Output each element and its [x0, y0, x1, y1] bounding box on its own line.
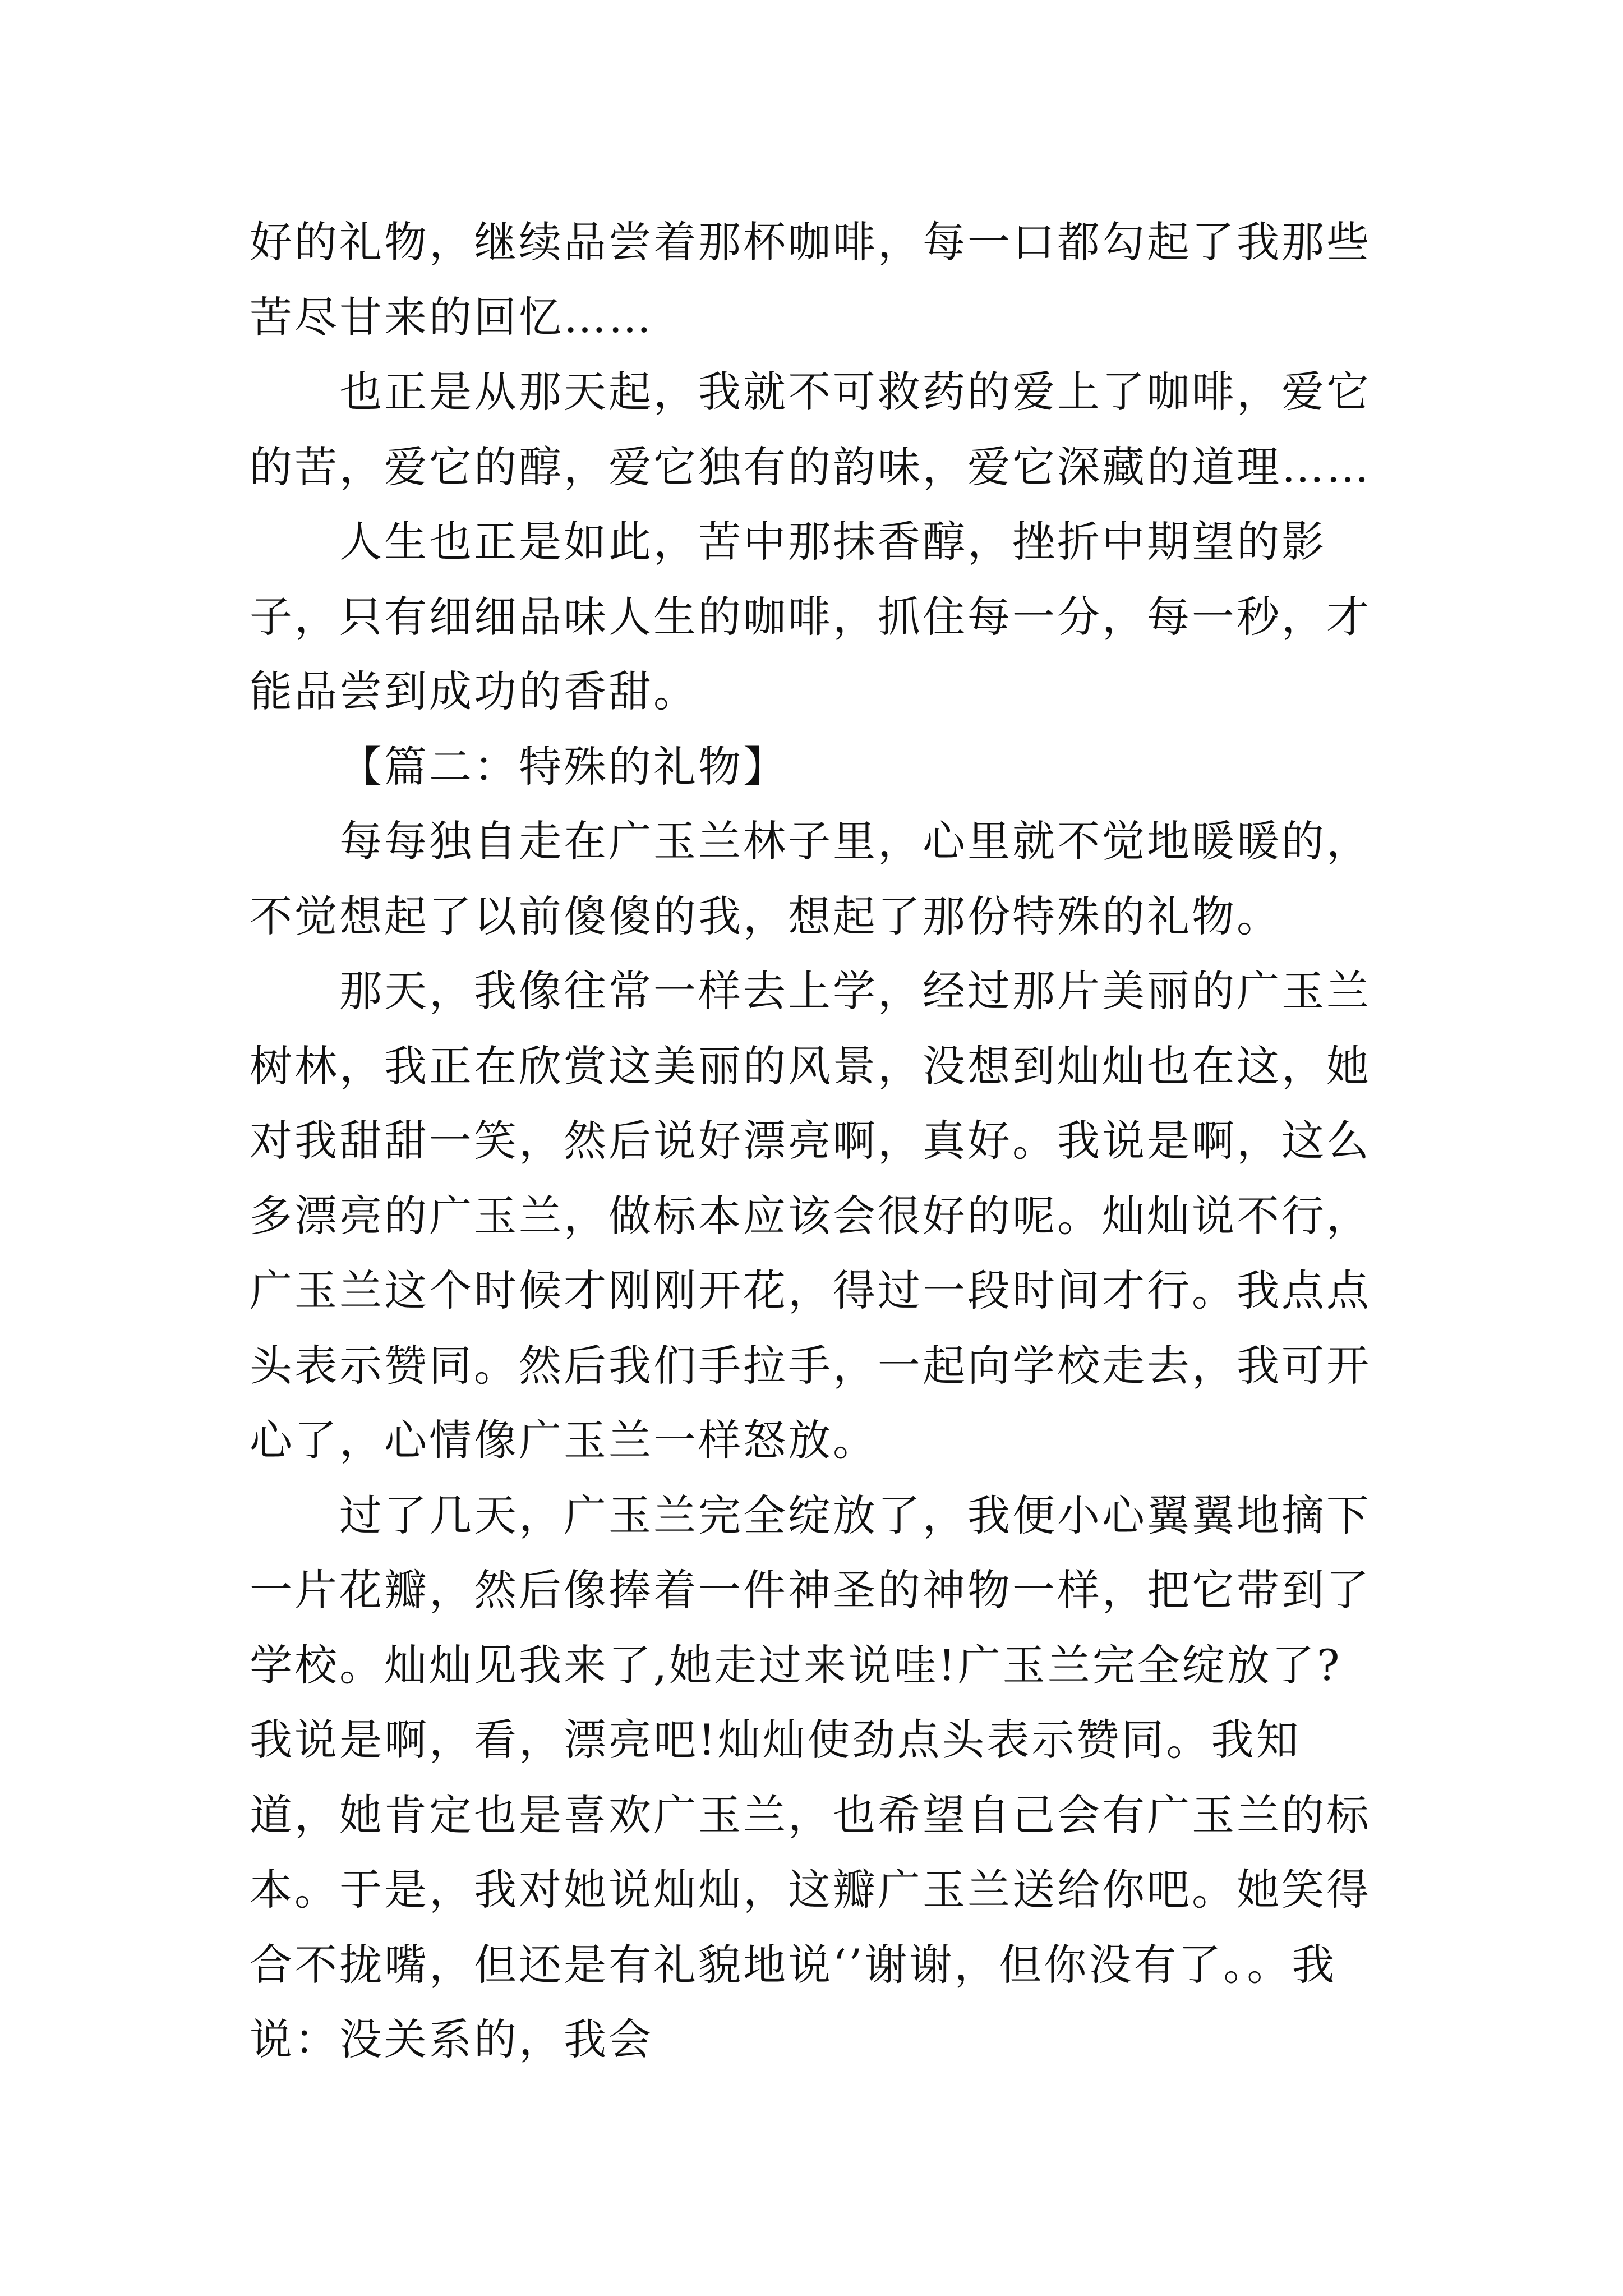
paragraph: 也正是从那天起，我就不可救药的爱上了咖啡，爱它的苦，爱它的醇，爱它独有的韵味，爱它深藏的道理…… [250, 367, 1371, 492]
paragraph-continued: 好的礼物，继续品尝着那杯咖啡，每一口都勾起了我那些苦尽甘来的回忆…… [250, 217, 1371, 342]
document-body [250, 205, 1382, 2077]
paragraph: 过了几天，广玉兰完全绽放了，我便小心翼翼地摘下一片花瓣，然后像捧着一件神圣的神物一样，把它带到了学校。灿灿见我来了,她走过来说哇!广玉兰完全绽放了?我说是啊，看，漂亮吧!灿灿使劲点头表示赞同。我知道，她肯定也是喜欢广玉兰，也希望自己会有广玉兰的标本。于是，我对她说灿灿，这瓣广玉兰送给你吧。她笑得合不拢嘴，但还是有礼貌地说‘’谢谢，但你没有了。。我说：没关系的，我会 [250, 1490, 1371, 2064]
paragraph: 人生也正是如此，苦中那抹香醇，挫折中期望的影子，只有细细品味人生的咖啡，抓住每一分，每一秒，才能品尝到成功的香甜。 [250, 517, 1371, 716]
paragraph: 那天，我像往常一样去上学，经过那片美丽的广玉兰树林，我正在欣赏这美丽的风景，没想到灿灿也在这，她对我甜甜一笑，然后说好漂亮啊，真好。我说是啊，这么多漂亮的广玉兰，做标本应该会很好的呢。灿灿说不行，广玉兰这个时候才刚刚开花，得过一段时间才行。我点点头表示赞同。然后我们手拉手，一起向学校走去，我可开心了，心情像广玉兰一样怒放。 [250, 966, 1371, 1465]
section-heading: 【篇二：特殊的礼物】 [339, 741, 788, 792]
paragraph: 每每独自走在广玉兰林子里，心里就不觉地暖暖的，不觉想起了以前傻傻的我，想起了那份特殊的礼物。 [250, 816, 1371, 941]
